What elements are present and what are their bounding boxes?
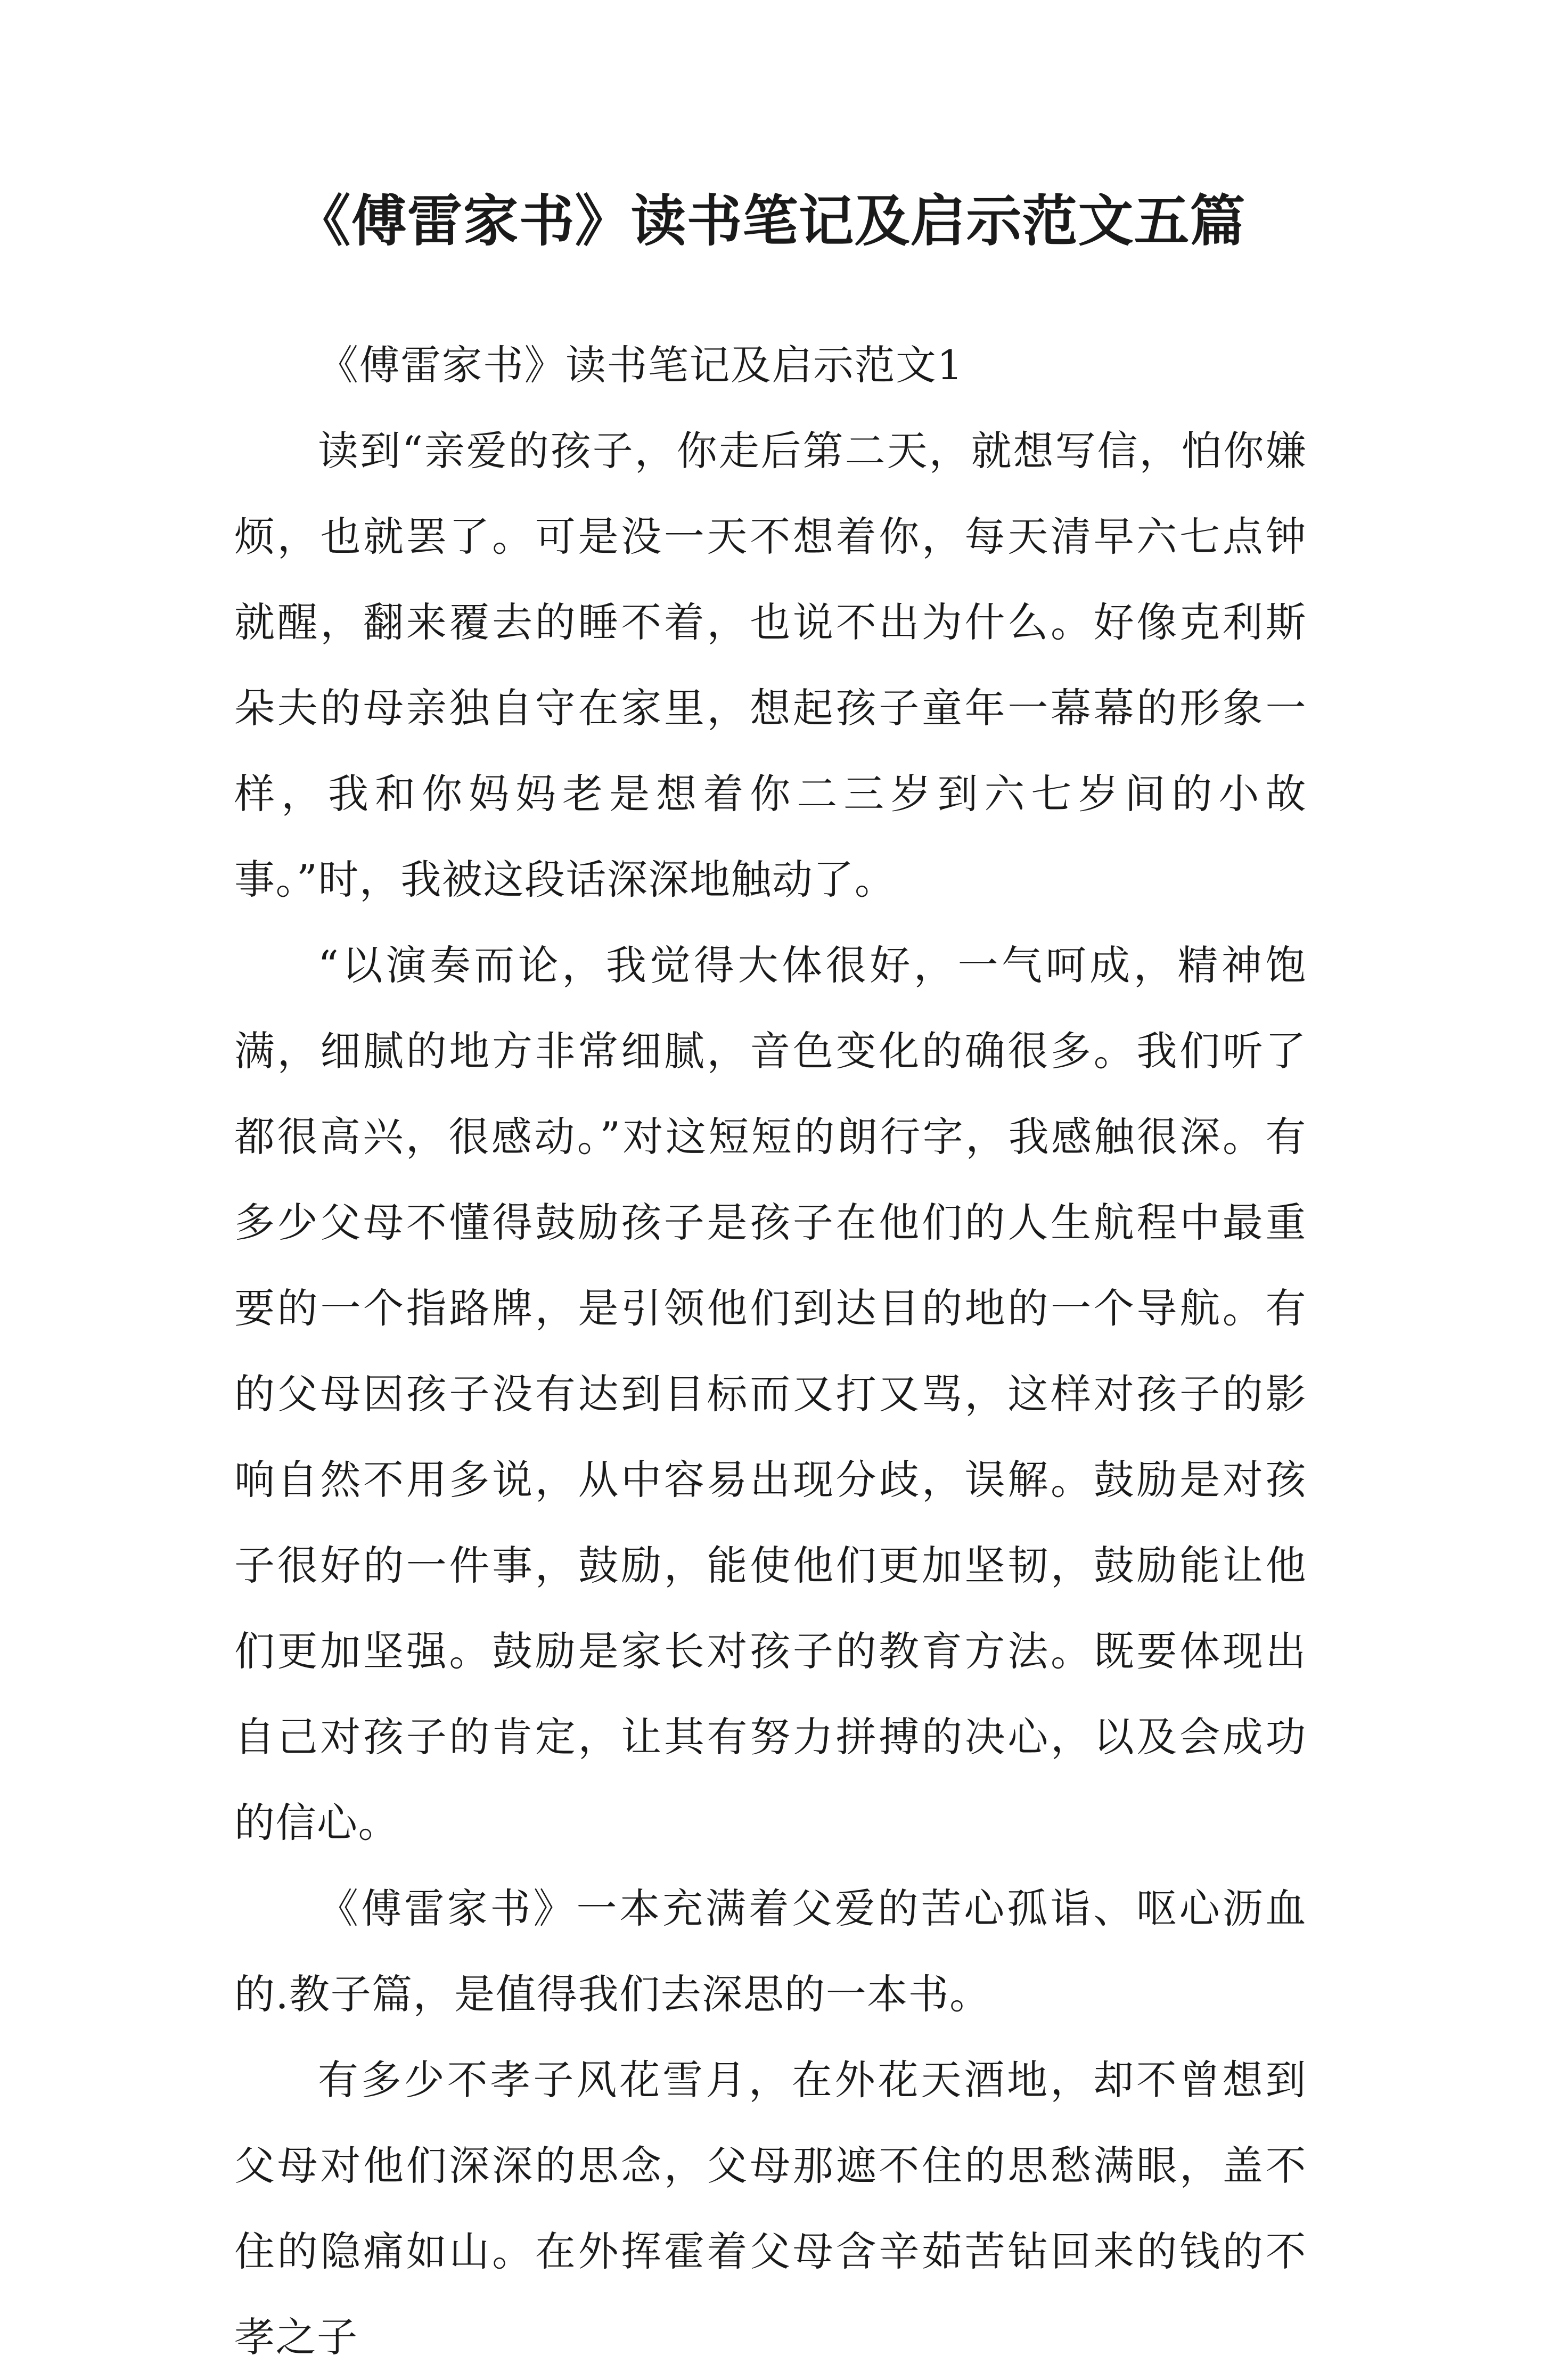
document-title: 《傅雷家书》读书笔记及启示范文五篇 <box>295 188 1246 253</box>
paragraph: “以演奏而论，我觉得大体很好，一气呵成，精神饱满，细腻的地方非常细腻，音色变化的确很多。我们听了都很高兴，很感动。”对这短短的朗行字，我感触很深。有多少父母不懂得鼓励孩子是孩子在他们的人生航程中最重要的一个指路牌，是引领他们到达目的地的一个导航。有的父母因孩子没有达到目标而又打又骂，这样对孩子的影响自然不用多说，从中容易出现分歧，误解。鼓励是对孩子很好的一件事，鼓励，能使他们更加坚韧，鼓励能让他们更加坚强。鼓励是家长对孩子的教育方法。既要体现出自己对孩子的肯定，让其有努力拼搏的决心，以及会成功的信心。 <box>234 942 1307 1846</box>
document-body <box>234 322 1307 2380</box>
section-heading: 《傅雷家书》读书笔记及启示范文1 <box>318 341 964 389</box>
paragraph: 有多少不孝子风花雪月，在外花天酒地，却不曾想到父母对他们深深的思念，父母那遮不住的思愁满眼，盖不住的隐痛如山。在外挥霍着父母含辛茹苦钻回来的钱的不孝之子 <box>234 2056 1307 2361</box>
paragraph: 读到“亲爱的孩子，你走后第二天，就想写信，怕你嫌烦，也就罢了。可是没一天不想着你，每天清早六七点钟就醒，翻来覆去的睡不着，也说不出为什么。好像克利斯朵夫的母亲独自守在家里，想起孩子童年一幕幕的形象一样，我和你妈妈老是想着你二三岁到六七岁间的小故事。”时，我被这段话深深地触动了。 <box>234 427 1307 903</box>
paragraph: 《傅雷家书》一本充满着父爱的苦心孤诣、呕心沥血的.教子篇，是值得我们去深思的一本书。 <box>234 1885 1307 2018</box>
